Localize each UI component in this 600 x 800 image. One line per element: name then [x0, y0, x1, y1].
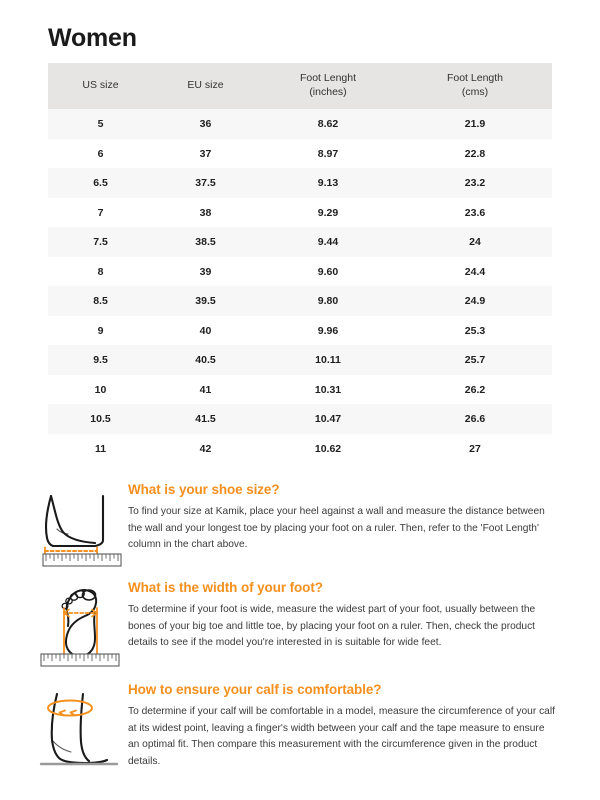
info-body	[128, 682, 572, 770]
cell-eu-size: 39	[153, 257, 258, 287]
info-section-calf	[30, 682, 572, 776]
cell-foot-length-inches: 9.29	[258, 198, 398, 228]
table-row	[48, 434, 552, 464]
cell-eu-size: 42	[153, 434, 258, 464]
cell-us-size: 8	[48, 257, 153, 287]
column-header-line2: (inches)	[309, 85, 347, 98]
cell-foot-length-cms: 21.9	[398, 109, 552, 139]
cell-foot-length-inches: 9.96	[258, 316, 398, 346]
cell-eu-size: 37	[153, 139, 258, 169]
cell-foot-length-inches: 10.62	[258, 434, 398, 464]
info-section-shoe-size	[30, 482, 572, 570]
cell-eu-size: 41.5	[153, 404, 258, 434]
size-chart-table	[48, 63, 552, 463]
cell-eu-size: 37.5	[153, 168, 258, 198]
table-row	[48, 168, 552, 198]
table-row	[48, 139, 552, 169]
info-body	[128, 482, 572, 554]
cell-foot-length-cms: 23.2	[398, 168, 552, 198]
cell-eu-size: 38	[153, 198, 258, 228]
info-heading: How to ensure your calf is comfortable?	[128, 682, 382, 697]
info-text: To determine if your calf will be comfortable in a model, measure the circumference of your calf at its widest point, leaving a finger's width between your calf and the tape measure to ensure an optimal fit. Then compare this measurement with the circumference given in the product details.	[128, 706, 555, 767]
cell-eu-size: 40	[153, 316, 258, 346]
calf-circumference-icon	[33, 684, 125, 776]
figure-container	[30, 682, 128, 776]
column-header-foot-length-cms	[398, 63, 552, 109]
cell-us-size: 11	[48, 434, 153, 464]
column-header-line1: Foot Lenght	[299, 72, 357, 84]
cell-eu-size: 36	[153, 109, 258, 139]
cell-foot-length-cms: 23.6	[398, 198, 552, 228]
cell-eu-size: 40.5	[153, 345, 258, 375]
cell-foot-length-cms: 25.3	[398, 316, 552, 346]
table-row	[48, 286, 552, 316]
cell-us-size: 9.5	[48, 345, 153, 375]
cell-eu-size: 39.5	[153, 286, 258, 316]
cell-foot-length-inches: 9.13	[258, 168, 398, 198]
cell-foot-length-cms: 25.7	[398, 345, 552, 375]
table-row	[48, 257, 552, 287]
column-header-line2: (cms)	[461, 85, 489, 98]
cell-us-size: 6.5	[48, 168, 153, 198]
cell-foot-length-inches: 9.44	[258, 227, 398, 257]
cell-us-size: 7.5	[48, 227, 153, 257]
cell-eu-size: 38.5	[153, 227, 258, 257]
table-header	[48, 63, 552, 109]
info-heading: What is your shoe size?	[128, 482, 280, 497]
cell-us-size: 9	[48, 316, 153, 346]
table-row	[48, 198, 552, 228]
cell-us-size: 6	[48, 139, 153, 169]
table-row	[48, 316, 552, 346]
cell-foot-length-cms: 24.4	[398, 257, 552, 287]
cell-foot-length-inches: 9.80	[258, 286, 398, 316]
cell-us-size: 5	[48, 109, 153, 139]
cell-foot-length-cms: 24	[398, 227, 552, 257]
cell-foot-length-cms: 26.6	[398, 404, 552, 434]
table-row	[48, 345, 552, 375]
page-title: Women	[48, 24, 137, 52]
table-row	[48, 404, 552, 434]
cell-foot-length-inches: 9.60	[258, 257, 398, 287]
cell-foot-length-cms: 24.9	[398, 286, 552, 316]
table-row	[48, 375, 552, 405]
cell-us-size: 8.5	[48, 286, 153, 316]
cell-eu-size: 41	[153, 375, 258, 405]
cell-foot-length-inches: 8.62	[258, 109, 398, 139]
column-header-us-size	[48, 63, 153, 109]
column-header-line1: Foot Length	[446, 72, 504, 84]
column-header-line1: US size	[82, 78, 119, 91]
table-header-row	[48, 63, 552, 109]
cell-foot-length-cms: 22.8	[398, 139, 552, 169]
table-row	[48, 227, 552, 257]
figure-container	[30, 482, 128, 570]
cell-foot-length-inches: 8.97	[258, 139, 398, 169]
column-header-line1: EU size	[187, 78, 224, 91]
info-text: To determine if your foot is wide, measure the widest part of your foot, usually between the bones of your big toe and little toe, by placing your foot on a ruler. Then, check the product details to see if the model you're interested in is suitable for wide feet.	[128, 604, 536, 649]
cell-foot-length-cms: 27	[398, 434, 552, 464]
column-header-eu-size	[153, 63, 258, 109]
column-header-foot-length-inches	[258, 63, 398, 109]
table-body	[48, 109, 552, 463]
cell-foot-length-inches: 10.11	[258, 345, 398, 375]
info-heading: What is the width of your foot?	[128, 580, 323, 595]
footprint-width-on-ruler-icon	[33, 582, 125, 674]
cell-foot-length-inches: 10.31	[258, 375, 398, 405]
cell-foot-length-cms: 26.2	[398, 375, 552, 405]
foot-side-on-ruler-icon	[33, 484, 125, 570]
info-text: To find your size at Kamik, place your heel against a wall and measure the distance between the wall and your longest toe by placing your foot on a ruler. Then, refer to the 'Foot Length' column in the chart above.	[128, 506, 545, 551]
cell-us-size: 7	[48, 198, 153, 228]
info-body	[128, 580, 572, 652]
cell-us-size: 10	[48, 375, 153, 405]
figure-container	[30, 580, 128, 674]
info-section-foot-width	[30, 580, 572, 674]
table-row	[48, 109, 552, 139]
cell-us-size: 10.5	[48, 404, 153, 434]
cell-foot-length-inches: 10.47	[258, 404, 398, 434]
